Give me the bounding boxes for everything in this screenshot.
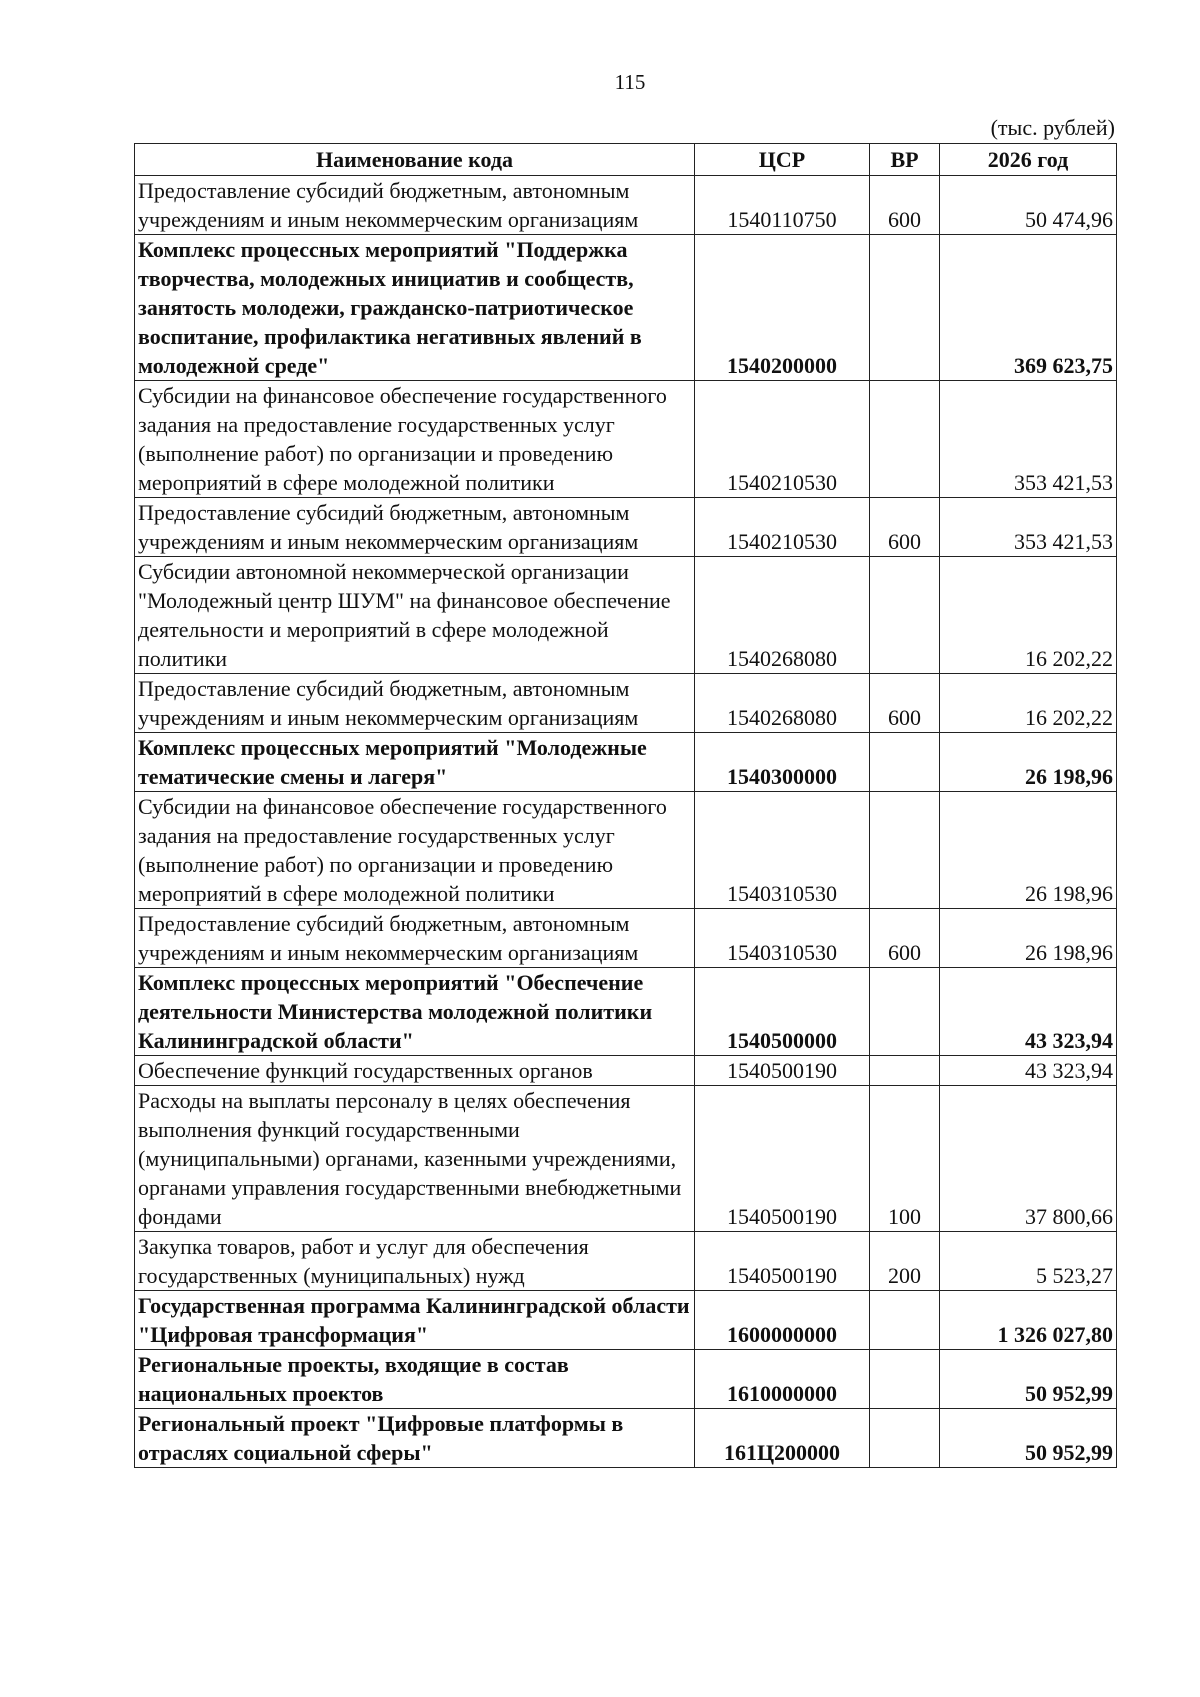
table-row <box>135 498 1117 557</box>
cell-csr: 1540500190 <box>695 1232 870 1291</box>
cell-amount: 26 198,96 <box>940 909 1117 968</box>
cell-vr <box>870 792 940 909</box>
table-row <box>135 1350 1117 1409</box>
cell-vr: 600 <box>870 674 940 733</box>
cell-amount: 43 323,94 <box>940 1056 1117 1086</box>
cell-vr <box>870 968 940 1056</box>
cell-csr: 1540268080 <box>695 557 870 674</box>
cell-name: Предоставление субсидий бюджетным, автономным учреждениям и иным некоммерческим организациям <box>135 176 695 235</box>
cell-vr: 600 <box>870 176 940 235</box>
cell-name: Государственная программа Калининградской области "Цифровая трансформация" <box>135 1291 695 1350</box>
table-row <box>135 674 1117 733</box>
cell-name: Предоставление субсидий бюджетным, автономным учреждениям и иным некоммерческим организациям <box>135 909 695 968</box>
cell-vr: 600 <box>870 498 940 557</box>
cell-vr <box>870 1291 940 1350</box>
cell-name: Комплекс процессных мероприятий "Поддержка творчества, молодежных инициатив и сообществ, занятость молодежи, гражданско-патриотическое воспитание, профилактика негативных явлений в молодежной среде" <box>135 235 695 381</box>
cell-vr: 100 <box>870 1086 940 1232</box>
table-row <box>135 1056 1117 1086</box>
cell-amount: 5 523,27 <box>940 1232 1117 1291</box>
cell-name: Комплекс процессных мероприятий "Обеспечение деятельности Министерства молодежной политики Калининградской области" <box>135 968 695 1056</box>
cell-amount: 16 202,22 <box>940 557 1117 674</box>
header-amount: 2026 год <box>940 144 1117 176</box>
cell-csr: 1540110750 <box>695 176 870 235</box>
cell-csr: 161Ц200000 <box>695 1409 870 1468</box>
cell-amount: 26 198,96 <box>940 733 1117 792</box>
cell-amount: 1 326 027,80 <box>940 1291 1117 1350</box>
cell-vr <box>870 557 940 674</box>
header-csr: ЦСР <box>695 144 870 176</box>
table-row <box>135 1086 1117 1232</box>
cell-vr <box>870 1056 940 1086</box>
cell-name: Обеспечение функций государственных органов <box>135 1056 695 1086</box>
cell-vr <box>870 235 940 381</box>
table-row <box>135 557 1117 674</box>
cell-vr <box>870 1350 940 1409</box>
cell-csr: 1540200000 <box>695 235 870 381</box>
cell-name: Комплекс процессных мероприятий "Молодежные тематические смены и лагеря" <box>135 733 695 792</box>
cell-vr: 600 <box>870 909 940 968</box>
table-row <box>135 1232 1117 1291</box>
cell-vr <box>870 733 940 792</box>
cell-csr: 1600000000 <box>695 1291 870 1350</box>
cell-amount: 43 323,94 <box>940 968 1117 1056</box>
table-row <box>135 968 1117 1056</box>
cell-csr: 1540500190 <box>695 1056 870 1086</box>
cell-amount: 50 474,96 <box>940 176 1117 235</box>
cell-name: Предоставление субсидий бюджетным, автономным учреждениям и иным некоммерческим организациям <box>135 498 695 557</box>
table-row <box>135 792 1117 909</box>
cell-amount: 16 202,22 <box>940 674 1117 733</box>
table-header-row <box>135 144 1117 176</box>
cell-vr: 200 <box>870 1232 940 1291</box>
cell-amount: 353 421,53 <box>940 498 1117 557</box>
cell-csr: 1610000000 <box>695 1350 870 1409</box>
cell-csr: 1540268080 <box>695 674 870 733</box>
cell-csr: 1540210530 <box>695 381 870 498</box>
cell-name: Закупка товаров, работ и услуг для обеспечения государственных (муниципальных) нужд <box>135 1232 695 1291</box>
units-label: (тыс. рублей) <box>990 115 1115 140</box>
page-number: 115 <box>614 70 646 94</box>
cell-name: Субсидии автономной некоммерческой организации "Молодежный центр ШУМ" на финансовое обеспечение деятельности и мероприятий в сфере молодежной политики <box>135 557 695 674</box>
cell-amount: 50 952,99 <box>940 1350 1117 1409</box>
cell-name: Субсидии на финансовое обеспечение государственного задания на предоставление государственных услуг (выполнение работ) по организации и проведению мероприятий в сфере молодежной политики <box>135 792 695 909</box>
cell-csr: 1540310530 <box>695 792 870 909</box>
header-vr: ВР <box>870 144 940 176</box>
cell-amount: 50 952,99 <box>940 1409 1117 1468</box>
cell-vr <box>870 1409 940 1468</box>
table-row <box>135 909 1117 968</box>
header-name: Наименование кода <box>135 144 695 176</box>
table-row <box>135 235 1117 381</box>
cell-csr: 1540310530 <box>695 909 870 968</box>
cell-amount: 26 198,96 <box>940 792 1117 909</box>
cell-csr: 1540500190 <box>695 1086 870 1232</box>
table-row <box>135 733 1117 792</box>
cell-csr: 1540210530 <box>695 498 870 557</box>
cell-vr <box>870 381 940 498</box>
cell-csr: 1540500000 <box>695 968 870 1056</box>
cell-amount: 353 421,53 <box>940 381 1117 498</box>
cell-amount: 37 800,66 <box>940 1086 1117 1232</box>
table-row <box>135 381 1117 498</box>
table-row <box>135 1409 1117 1468</box>
table-row <box>135 1291 1117 1350</box>
table-row <box>135 176 1117 235</box>
cell-name: Предоставление субсидий бюджетным, автономным учреждениям и иным некоммерческим организациям <box>135 674 695 733</box>
table-body <box>135 176 1117 1468</box>
cell-name: Региональный проект "Цифровые платформы в отраслях социальной сферы" <box>135 1409 695 1468</box>
budget-table <box>134 143 1117 1468</box>
cell-name: Субсидии на финансовое обеспечение государственного задания на предоставление государственных услуг (выполнение работ) по организации и проведению мероприятий в сфере молодежной политики <box>135 381 695 498</box>
cell-name: Расходы на выплаты персоналу в целях обеспечения выполнения функций государственными (муниципальными) органами, казенными учреждениями, органами управления государственными внебюджетными фондами <box>135 1086 695 1232</box>
cell-amount: 369 623,75 <box>940 235 1117 381</box>
cell-csr: 1540300000 <box>695 733 870 792</box>
cell-name: Региональные проекты, входящие в состав национальных проектов <box>135 1350 695 1409</box>
